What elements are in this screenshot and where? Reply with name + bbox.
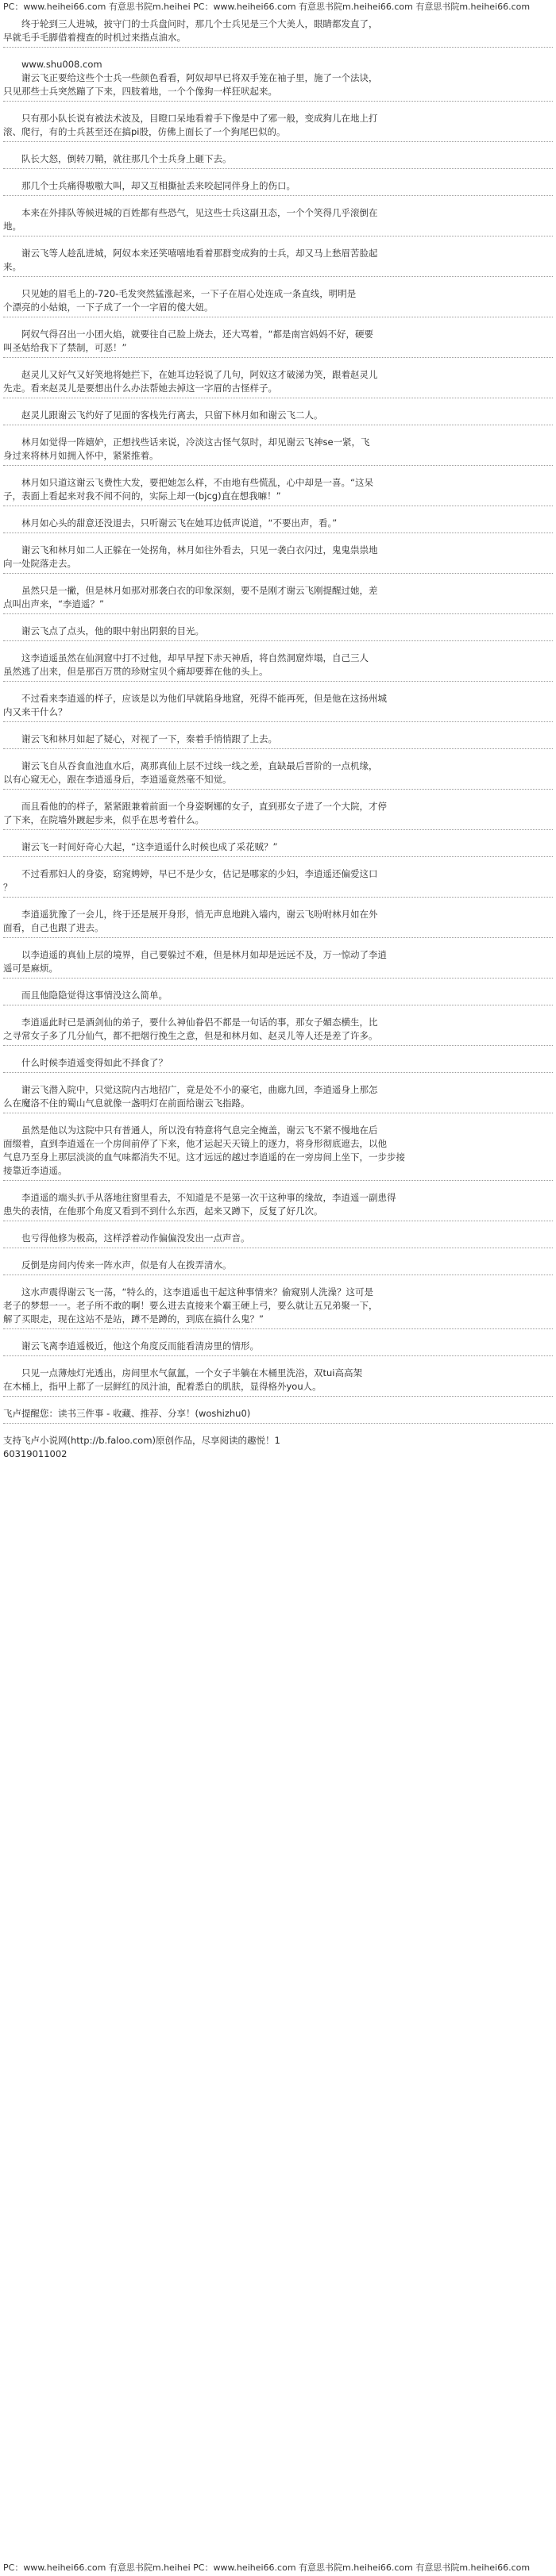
paragraph-line: 反倒是房间内传来一阵水声，似是有人在拨弄清水。 bbox=[3, 1259, 232, 1271]
dotted-divider bbox=[3, 829, 553, 830]
paragraph-line: 什么时候李逍遥变得如此不择食了？ bbox=[3, 1057, 168, 1068]
paragraph-line: 面看，自己也跟了进去。 bbox=[3, 922, 104, 933]
dotted-divider bbox=[3, 573, 553, 574]
dotted-divider bbox=[3, 1355, 553, 1356]
paragraph bbox=[3, 1232, 553, 1248]
paragraph-line: 谢云飞和林月如二人正躲在一处拐角，林月如往外看去，只见一袭白衣闪过，鬼鬼祟祟地 bbox=[3, 544, 378, 556]
paragraph bbox=[3, 692, 553, 722]
site-banner-bottom: PC：www.heihei66.com 有意思书院m.heihei PC：www.heihei66.com 有意思书院m.heihei66.com 有意思书院m.heihei66.com bbox=[3, 2563, 531, 2573]
paragraph-line: 来。 bbox=[3, 261, 21, 272]
paragraph bbox=[3, 206, 553, 236]
paragraph bbox=[3, 652, 553, 682]
paragraph bbox=[3, 1016, 553, 1046]
dotted-divider bbox=[3, 748, 553, 749]
document-body bbox=[3, 17, 553, 1461]
paragraph-line: 赵灵儿又好气又好笑地将她拦下，在她耳边轻说了几句，阿奴这才破涕为笑，跟着赵灵儿 bbox=[3, 369, 378, 380]
paragraph-line: 这水声震得谢云飞一荡，“特么的，这李逍遥也干起这种事情来？偷窥别人洗澡？这可是 bbox=[3, 1286, 373, 1298]
paragraph bbox=[3, 989, 553, 1005]
paragraph bbox=[3, 436, 553, 466]
paragraph-line: 谢云飞等人趁乱进城，阿奴本来还笑嘻嘻地看着那群变成狗的士兵，却又马上愁眉苦脸起 bbox=[3, 248, 378, 259]
paragraph bbox=[3, 58, 553, 102]
paragraph bbox=[3, 1191, 553, 1221]
paragraph-line: 终于轮到三人进城，披守门的士兵盘问时，那几个士兵见是三个大美人，眼睛都发直了， bbox=[3, 18, 378, 29]
paragraph-line: 虽然只是一撇，但是林月如那对那袭白衣的印象深刻，要不是刚才谢云飞刚提醒过她，差 bbox=[3, 585, 378, 596]
paragraph-line: 林月如心头的甜意还没退去，只听谢云飞在她耳边低声说道，“不要出声，看。” bbox=[3, 517, 338, 529]
dotted-divider bbox=[3, 101, 553, 102]
paragraph-line: 身过来将林月如拥入怀中，紧紧推着。 bbox=[3, 450, 159, 461]
dotted-divider bbox=[3, 856, 553, 857]
paragraph bbox=[3, 179, 553, 196]
paragraph-line: 面缀着，直到李逍遥在一个房间前停了下来，他才运起天天镜上的逐力，将身形彻底遮去，以他 bbox=[3, 1138, 387, 1149]
paragraph bbox=[3, 867, 553, 898]
dotted-divider bbox=[3, 195, 553, 196]
paragraph-line: www.shu008.com bbox=[3, 59, 102, 70]
paragraph-line: 只见一点薄烛灯光透出，房间里水气氤氲，一个女子半躺在木桶里洗浴，双tui高高架 bbox=[3, 1367, 362, 1378]
paragraph-line: 之寻常女子多了几分仙气，都不把烟行挽生之意，但是和林月如、赵灵儿等人还是差了许多。 bbox=[3, 1030, 378, 1041]
paragraph-line: ？ bbox=[3, 882, 13, 893]
dotted-divider bbox=[3, 1328, 553, 1329]
paragraph-line: 在木桶上，指甲上都了一层鲜红的凤汁油，配着悉白的肌肤，显得格外you人。 bbox=[3, 1381, 322, 1392]
dotted-divider bbox=[3, 613, 553, 614]
paragraph-line: 李逍遥此时已是酒剑仙的弟子，要什么神仙眷侣不都是一句话的事，那女子媚态横生，比 bbox=[3, 1017, 378, 1028]
paragraph bbox=[3, 1340, 553, 1356]
paragraph-line: 个漂亮的小姑娘，一下子成了一个一字眉的傻大妞。 bbox=[3, 302, 214, 313]
paragraph-line: 不过看那妇人的身姿，窈窕娉婷，早已不是少女，估记是哪家的少妇，李逍遥还偏爱这口 bbox=[3, 868, 378, 879]
paragraph bbox=[3, 112, 553, 142]
paragraph-line: 本来在外排队等候进城的百姓都有些恐气，见这些士兵这副丑态，一个个笑得几乎滚倒在 bbox=[3, 207, 378, 218]
paragraph-line: 叫圣姑给我下了禁制，可恶！” bbox=[3, 342, 127, 353]
paragraph bbox=[3, 17, 553, 48]
paragraph bbox=[3, 1124, 553, 1181]
dotted-divider bbox=[3, 276, 553, 277]
paragraph-line: 谢云飞潜入院中，只觉这院内古地招广，竟是处不小的豪宅，曲廊九回，李逍遥身上那怎 bbox=[3, 1084, 378, 1095]
paragraph-line: 虽然是他以为这院中只有普通人，所以没有特意将气息完全掩盖，谢云飞不紧不慢地在后 bbox=[3, 1125, 378, 1136]
paragraph-line: 阿奴气得召出一小团火焰，就要往自己脸上烧去，还大骂着，“都是南宫妈妈不好，硬要 bbox=[3, 329, 373, 340]
dotted-divider bbox=[3, 1072, 553, 1073]
dotted-divider bbox=[3, 1180, 553, 1181]
paragraph-line: 只见她的眉毛上的-720-毛发突然猛涨起来，一下子在眉心处连成一条直线，明明是 bbox=[3, 288, 357, 299]
dotted-divider bbox=[3, 721, 553, 722]
paragraph-line: 了下来，在院墙外踱起步来，似乎在思考着什么。 bbox=[3, 814, 204, 825]
paragraph bbox=[3, 1286, 553, 1329]
paragraph bbox=[3, 948, 553, 978]
paragraph-line: 么在魔洛不住的蜀山气息就像一盏明灯在前面给谢云飞指路。 bbox=[3, 1098, 250, 1109]
dotted-divider bbox=[3, 1045, 553, 1046]
paragraph-line: 虽然逃了出来，但是那百万贯的珍财宝贝个痛却要葬在他的头上。 bbox=[3, 666, 268, 677]
paragraph-line: 早就毛手毛脚借着搜查的时机过来揩点油水。 bbox=[3, 32, 186, 43]
paragraph-line: 内又来干什么？ bbox=[3, 706, 68, 717]
paragraph-line: 点叫出声来，“李逍遥？” bbox=[3, 598, 104, 609]
dotted-divider bbox=[3, 789, 553, 790]
paragraph bbox=[3, 409, 553, 425]
paragraph-line: 谢云飞正要给这些个士兵一些颜色看看，阿奴却早已将双手笼在袖子里，施了一个法诀， bbox=[3, 72, 378, 83]
paragraph-line: 不过看来李逍遥的样子，应该是以为他们早就陷身地窟，死得不能再死，但是他在这扬州城 bbox=[3, 693, 387, 704]
site-banner-top: PC：www.heihei66.com 有意思书院m.heihei PC：www.heihei66.com 有意思书院m.heihei66.com 有意思书院m.heihei66.com bbox=[3, 2, 531, 12]
paragraph bbox=[3, 1056, 553, 1073]
paragraph bbox=[3, 287, 553, 317]
footer-line-2: 支持飞卢小说网(http://b.faloo.com)原创作品，尽享阅读的趣悦！1 bbox=[3, 1435, 280, 1446]
paragraph-line: 谢云飞离李逍遥极近，他这个角度反而能看清房里的情形。 bbox=[3, 1340, 259, 1351]
paragraph-line: 地。 bbox=[3, 221, 21, 232]
paragraph-line: 赵灵儿跟谢云飞约好了见面的客栈先行离去，只留下林月如和谢云飞二人。 bbox=[3, 409, 323, 421]
paragraph-line: 而且看他的的样子，紧紧跟兼着前面一个身姿婀娜的女子，直到那女子进了一个大院，才停 bbox=[3, 801, 387, 812]
dotted-divider bbox=[3, 357, 553, 358]
paragraph-line: 患失的表情，在他那个角度又看到不到什么东西，起来又蹲下，反复了好几次。 bbox=[3, 1205, 323, 1217]
paragraph-line: 队长大怒，倒转刀鞘，就往那几个士兵身上砸下去。 bbox=[3, 153, 232, 164]
paragraph-line: 林月如觉得一阵嬉妒，正想找些话来说，冷淡这古怪气氛时，却见谢云飞神se一紧，飞 bbox=[3, 436, 370, 448]
paragraph-line: 谢云飞一时间好奇心大起，“这李逍遥什么时候也成了采花贼？” bbox=[3, 841, 278, 852]
paragraph-line: 也亏得他修为极高，这样浮着动作偏偏没发出一点声音。 bbox=[3, 1232, 250, 1244]
footer-line-3: 60319011002 bbox=[3, 1448, 68, 1459]
dotted-divider bbox=[3, 1396, 553, 1397]
paragraph-line: 而且他隐隐觉得这事情没这么简单。 bbox=[3, 990, 168, 1001]
paragraph bbox=[3, 1367, 553, 1397]
paragraph-line: 遥可是麻烦。 bbox=[3, 963, 58, 974]
paragraph bbox=[3, 368, 553, 398]
dotted-divider bbox=[3, 640, 553, 641]
paragraph-line: 接靠近李逍遥。 bbox=[3, 1165, 68, 1176]
paragraph bbox=[3, 152, 553, 169]
paragraph bbox=[3, 247, 553, 277]
paragraph-line: 谢云飞自从吞食血池血水后，离那真仙上层不过线一线之差，直缺最后晋阶的一点机缘， bbox=[3, 760, 378, 771]
dotted-divider bbox=[3, 897, 553, 898]
paragraph-line: 李逍遥的端头扒手从落地往窗里看去，不知道是不是第一次干这种事的缘故，李逍遥一副患得 bbox=[3, 1192, 396, 1203]
dotted-divider bbox=[3, 168, 553, 169]
dotted-divider bbox=[3, 141, 553, 142]
footer-notes bbox=[3, 1407, 553, 1461]
paragraph-line: 先走。看来赵灵儿是要想出什么办法帮她去掉这一字眉的古怪样子。 bbox=[3, 383, 277, 394]
paragraph bbox=[3, 759, 553, 790]
paragraph bbox=[3, 1083, 553, 1113]
paragraph bbox=[3, 800, 553, 830]
paragraph bbox=[3, 908, 553, 938]
paragraph bbox=[3, 544, 553, 574]
paragraph-line: 那几个士兵痛得嗷嗷大叫，却又互相撕扯丢来咬起同伴身上的伤口。 bbox=[3, 180, 295, 191]
paragraph-line: 老子的梦想一一。老子所不敢的啊！要么进去直接来个霸王硬上弓，要么就让五兄弟聚一下， bbox=[3, 1300, 378, 1311]
paragraph bbox=[3, 840, 553, 857]
paragraph bbox=[3, 328, 553, 358]
paragraph-line: 气息乃至身上那层淡淡的血气味都消失不见。这才远远的越过李逍遥的在一旁房间上坐下，一步步接 bbox=[3, 1152, 405, 1163]
footer-line-1: 飞卢提醒您：读书三件事 - 收藏、推荐、分享！(woshizhu0) bbox=[3, 1408, 251, 1419]
paragraph-line: 只见那些士兵突然蹦了下来，四肢着地，一个个像狗一样狂吠起来。 bbox=[3, 86, 277, 97]
paragraph-line: 林月如只道这谢云飞费性大发，要把她怎么样，不由地有些慌乱，心中却是一喜。“这呆 bbox=[3, 477, 373, 488]
paragraph bbox=[3, 732, 553, 749]
paragraph bbox=[3, 517, 553, 533]
dotted-divider bbox=[3, 681, 553, 682]
paragraph-line: 以李逍遥的真仙上层的境界，自己要躲过不难，但是林月如却是远远不及，万一惊动了李逍 bbox=[3, 949, 387, 960]
paragraph-line: 解了买眼走，现在这站不是站，蹲不是蹲的，到底在搞什么鬼？” bbox=[3, 1313, 264, 1325]
paragraph bbox=[3, 584, 553, 614]
paragraph-line: 以有心窥无心，跟在李逍遥身后，李逍遥竟然毫不知觉。 bbox=[3, 774, 232, 785]
dotted-divider bbox=[3, 937, 553, 938]
dotted-divider bbox=[3, 465, 553, 466]
paragraph bbox=[3, 1259, 553, 1275]
dotted-divider bbox=[3, 47, 553, 48]
paragraph-line: 只有那小队长说有被法术波及，目瞪口呆地看着手下像是中了邪一般，变成狗儿在地上打 bbox=[3, 113, 378, 124]
paragraph bbox=[3, 625, 553, 641]
paragraph-line: 李逍遥犹豫了一会儿，终于还是展开身形，悄无声息地跳入墙内，谢云飞吩咐林月如在外 bbox=[3, 909, 378, 920]
paragraph-line: 这李逍遥虽然在仙洞窟中打不过他，却早早捏下赤天神盾，将自然洞窟炸塌，自己三人 bbox=[3, 652, 369, 663]
paragraph-line: 向一处院落走去。 bbox=[3, 558, 76, 569]
dotted-divider bbox=[3, 1423, 553, 1424]
paragraph-line: 滚、爬行，有的士兵甚至还在搞pi股，仿佛上面长了一个狗尾巴似的。 bbox=[3, 126, 286, 137]
paragraph bbox=[3, 476, 553, 506]
paragraph-line: 谢云飞和林月如起了疑心，对视了一下，秦着手悄悄跟了上去。 bbox=[3, 733, 277, 744]
paragraph-line: 谢云飞点了点头，他的眼中射出阴狠的目光。 bbox=[3, 625, 204, 636]
paragraph-line: 子，表面上看起来对我不闻不问的，实际上却一(bjcg)直在想我嘛！” bbox=[3, 490, 281, 502]
